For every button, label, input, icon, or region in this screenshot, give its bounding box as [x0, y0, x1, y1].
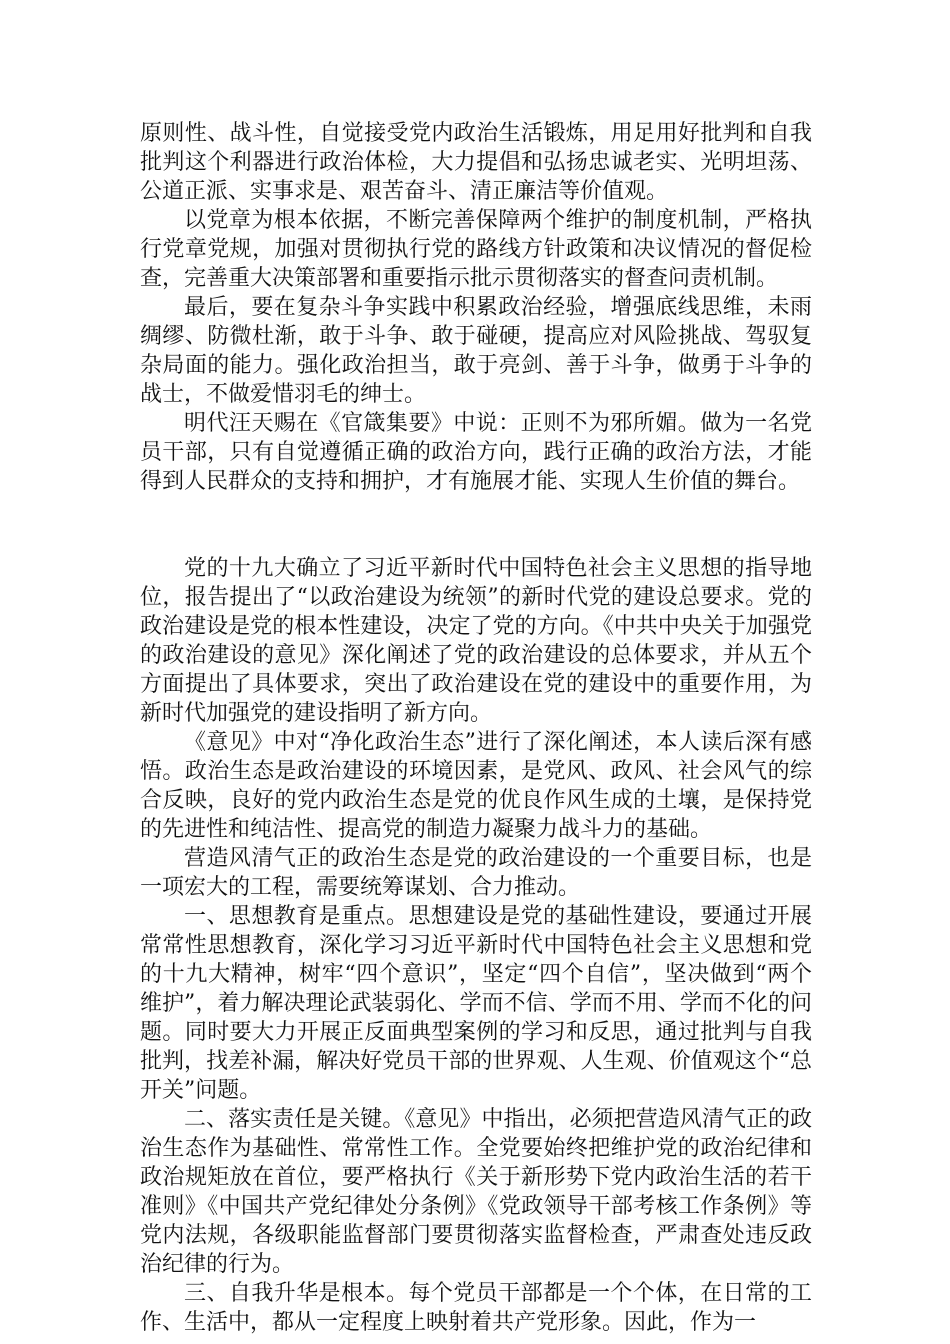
paragraph: 《意见》中对“净化政治生态”进行了深化阐述，本人读后深有感悟。政治生态是政治建设的环境因素，是党风、政风、社会风气的综合反映，良好的党内政治生态是党的优良作风生成的土壤，是保持党的先进性和纯洁性、提高党的制造力凝聚力战斗力的基础。: [140, 730, 812, 842]
paragraph: 以党章为根本依据，不断完善保障两个维护的制度机制，严格执行党章党规，加强对贯彻执行党的路线方针政策和决议情况的督促检查，完善重大决策部署和重要指示批示贯彻落实的督查问责机制。: [140, 208, 812, 291]
paragraph: 原则性、战斗性，自觉接受党内政治生活锻炼，用足用好批判和自我批判这个利器进行政治体检，大力提倡和弘扬忠诚老实、光明坦荡、公道正派、实事求是、艰苦奋斗、清正廉洁等价值观。: [140, 121, 812, 204]
section-gap: [140, 496, 812, 554]
document-page: [140, 119, 812, 1337]
paragraph: 最后，要在复杂斗争实践中积累政治经验，增强底线思维，未雨绸缪、防微杜渐，敢于斗争、敢于碰硬，提高应对风险挑战、驾驭复杂局面的能力。强化政治担当，敢于亮剑、善于斗争，做勇于斗争的战士，不做爱惜羽毛的绅士。: [140, 295, 812, 407]
paragraph: 营造风清气正的政治生态是党的政治建设的一个重要目标，也是一项宏大的工程，需要统筹谋划、合力推动。: [140, 846, 812, 900]
paragraph: 明代汪天赐在《官箴集要》中说：正则不为邪所媚。做为一名党员干部，只有自觉遵循正确的政治方向，践行正确的政治方法，才能得到人民群众的支持和拥护，才有施展才能、实现人生价值的舞台。: [140, 411, 812, 494]
paragraph: 一、思想教育是重点。思想建设是党的基础性建设，要通过开展常常性思想教育，深化学习习近平新时代中国特色社会主义思想和党的十九大精神，树牢“四个意识”，坚定“四个自信”，坚决做到“两个维护”，着力解决理论武装弱化、学而不信、学而不用、学而不化的问题。同时要大力开展正反面典型案例的学习和反思，通过批判与自我批判，找差补漏，解决好党员干部的世界观、人生观、价值观这个“总开关”问题。: [140, 904, 812, 1103]
paragraph: 三、自我升华是根本。每个党员干部都是一个个体，在日常的工作、生活中，都从一定程度上映射着共产党形象。因此，作为一: [140, 1281, 812, 1335]
paragraph: 党的十九大确立了习近平新时代中国特色社会主义思想的指导地位，报告提出了“以政治建设为统领”的新时代党的建设总要求。党的政治建设是党的根本性建设，决定了党的方向。《中共中央关于加强党的政治建设的意见》深化阐述了党的政治建设的总体要求，并从五个方面提出了具体要求，突出了政治建设在党的建设中的重要作用，为新时代加强党的建设指明了新方向。: [140, 556, 812, 726]
paragraph: 二、落实责任是关键。《意见》中指出，必须把营造风清气正的政治生态作为基础性、常常性工作。全党要始终把维护党的政治纪律和政治规矩放在首位，要严格执行《关于新形势下党内政治生活的若干准则》《中国共产党纪律处分条例》《党政领导干部考核工作条例》等党内法规，各级职能监督部门要贯彻落实监督检查，严肃查处违反政治纪律的行为。: [140, 1107, 812, 1277]
